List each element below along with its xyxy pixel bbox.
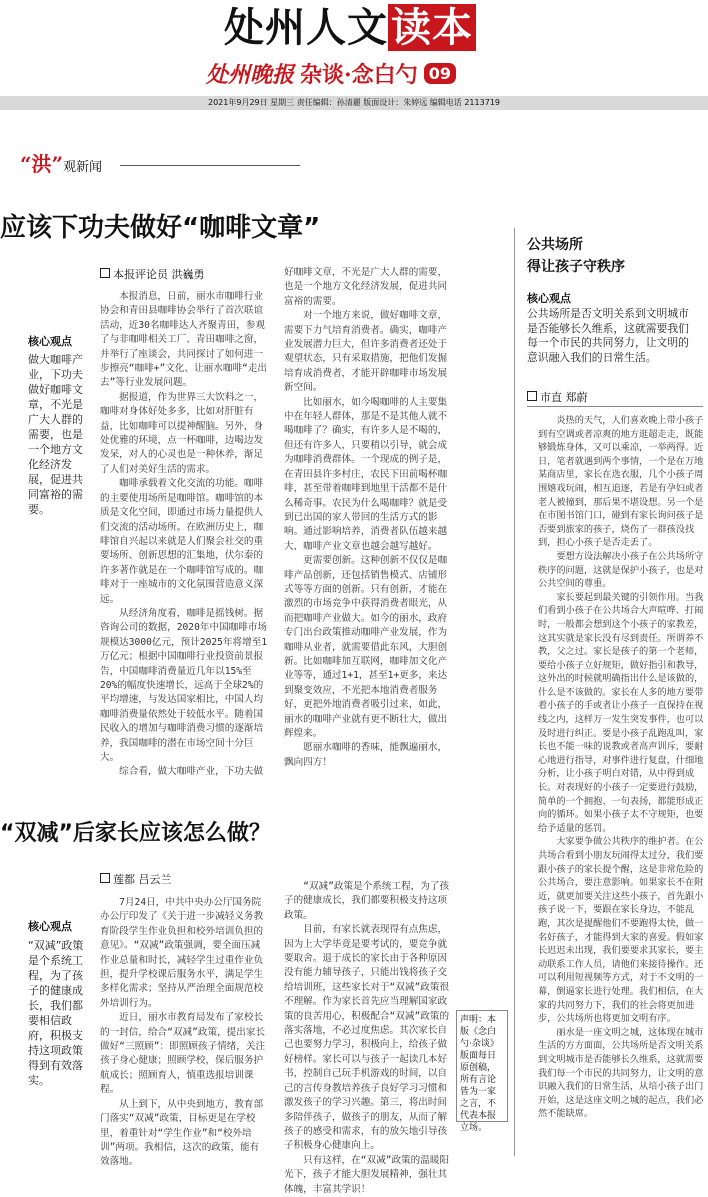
article1-body-col1: 本报消息，日前，丽水市咖啡行业协会和青田县咖啡协会举行了首次联谊活动，近30名咖啡达人齐聚青田，参观了与非咖啡相关工厂、青田咖啡之窗，并举行了座谈会，共同探讨了如何进一步擦亮“咖啡+”文化、让丽水咖啡“走出去”等行业发展问题。 据报道，作为世界三大饮料之一，咖啡对身体好处多多，比如对肝脏有益，比如咖啡可以提神醒脑。另外，身处优雅的环境，点一杯咖啡，边喝边发发呆，对人的心灵也是一种休养，渐足了人们对美好生活的需求。 咖啡承载着文化交流的功能。咖啡的主要使用场所是咖啡馆。咖啡馆的本质是文化空间，即通过市场力量提供人们交流的活动场所。在欧洲历史上，咖啡馆自兴起以来就是人们聚会社交的重要场所、创新思想的汇集地，伏尔泰的许多著作就是在一个咖啡馆写成的。咖啡对于一座城市的文化氛围营造意义深远。 从经济角度看，咖啡是摇钱树。据咨询公司的数据，2020年中国咖啡市场规模达3000亿元，预计2025年将增至1万亿元；根据中国咖啡行业投资前景报告，中国咖啡消费量近几年以15%至20%的幅度快速增长，远高于全球2%的平均增速，与发达国家相比，中国人均咖啡消费量依然处于较低水平。随着国民收入的增加与咖啡消费习惯的逐渐培养，我国咖啡的潜在市场空间十分巨大。 综合看，做大咖啡产业，下功夫做 xyxy=(100,291,268,778)
article2-body-col1: 7月24日，中共中央办公厅国务院办公厅印发了《关于进一步减轻义务教育阶段学生作业负担和校外培训负担的意见》。“双减”政策强调，要全面压减作业总量和时长，减轻学生过重作业负担，提升学校课后服务水平，满足学生多样化需求；坚持从严治理全面规范校外培训行为。 近日，丽水市教育局发布了家校长的一封信，给合“双减”政策，提出家长做好“三照顾”：即照顾孩子情绪，关注孩子身心健康；照顾学校，保后服务护航成长；照顾育人，慎重选报培训课程。 从上到下，从中央到地方，教育部门落实“双减”政策，目标更是在学校里，着重针对“学生作业”和“校外培训”两项。我相信，这次的政策，能有效落地。 xyxy=(100,897,266,1168)
article1-core-text: 做大咖啡产业，下功夫做好咖啡文章，不光是广大人群的需要，也是一个地方文化经济发展，促进共同富裕的需要。 xyxy=(28,353,83,516)
article1-core-label: 核心观点 xyxy=(28,335,72,348)
masthead-title-main: 处州人文 xyxy=(224,4,388,51)
article3-byline-text: 市直 郑蔚 xyxy=(540,391,588,404)
masthead-subtitle xyxy=(206,58,506,92)
column-separator xyxy=(514,228,515,1156)
section-tag xyxy=(20,148,150,176)
article2-byline xyxy=(100,871,270,887)
article1-body-col2: 好咖啡文章，不光是广大人群的需要，也是一个地方文化经济发展，促进共同富裕的需要。 对一个地方来说，做好咖啡文章，需要下力气培育消费者。确实，咖啡产业发展潜力巨大，但许多消费者还处于观望状态，只有采取措施，把他们发掘培育成消费者，才能开辟咖啡市场发展新空间。 比如丽水，如今喝咖啡的人主要集中在年轻人群体，那是不是其他人就不喝咖啡了？确实，有许多人是不喝的，但还有许多人，只要稍以引导，就会成为咖啡消费群体。一个现成的例子是，在青田县许多村庄，农民下田前喝杯咖啡，甚至带着咖啡到地里干活都不是什么稀奇事。农民为什么喝咖啡？就是受到已出国的家人带回的生活方式的影响。通过影响培养，消费者队伍越来越大，咖啡产业文章也越会越写越好。 更需要创新。这种创新不仅仅是咖啡产品创新，还包括销售模式、店铺形式等等方面的创新。只有创新，才能在激烈的市场竞争中获得消费者眼光，从而把咖啡产业做大。如今的丽水，政府专门出台政策推动咖啡产业发展，作为咖啡从业者，就需要借此东风，大胆创新。比如咖啡加互联网，咖啡加文化产业等等，通过1+1，甚至1+更多，来达到聚变效应，不光把本地消费者服务好，更把外地消费者吸引过来，如此，丽水的咖啡产业就有更不断壮大，做出辉煌来。 愿丽水咖啡的香味，能飘遍丽水，飘向四方！ xyxy=(284,267,448,768)
section-tag-label: 观新闻 xyxy=(63,160,103,175)
article3-body: 炎热的天气，人们喜欢晚上带小孩子到有空调或者凉爽的地方逛超走走，既能够锻炼身体，又可以乘凉，一举两得。近日，笔者就遇到两个事情，一个是在万地某商店里，家长在选衣服，几个小孩子周围嬉戏玩闹，相互追逐，若是有孕妇或者老人被撞到，那后果不堪设想。另一个是在市图书馆门口，碰到有家长询问孩子是否要到旅家的孩子，烧伤了一群孩没找到，担心小孩子是否走丢了。 要想方设法解决小孩子在公共场所守秩序的问题，这就是保护小孩子，也是对公共空间的尊重。 家长要起到最关键的引领作用。当我们看到小孩子在公共场合大声喧哗、打闹时，一般都会想到这个小孩子的家教差，这其实就是家长没有尽到责任。所谓养不教，父之过。家长是孩子的第一个老师，要给小孩子立好规矩，做好指引和教导，这外出的时候就明确指出什么是该做的，什么是不该做的。家长在人多的地方要带着小孩子的手或者让小孩子一直保持在视线之内，这样万一发生突发事件，也可以及时进行纠正。要是小孩子乱跑乱叫，家长也不能一味的说教或者高声训斥，要耐心地进行指导，对事件进行复盘，什细地分析，让小孩子明白对错，从中得到成长。对表现好的小孩子一定要进行鼓励，简单的一个拥抱、一句表扬，都能形成正向的循环。如果小孩子太不守规矩，也要给予适量的惩罚。 大家要争做公共秩序的维护者。在公共场合看到小朋友玩闹得太过分，我们要跟小孩子的家长提个醒，这是非常危险的公共场合，要注意影响。如果家长不在附近，就更加要关注这些小孩子，首先跟小孩子说一下，要跟在家长身边，不能乱跑，其次是提醒他们不要跑得太快，做一名好孩子，才能得到大家的喜爱。假如家长迟迟未出现，我们要要求其家长，要主动联系工作人员，请他们来接待操作。还可以利用短视频等方式，对于不文明的一幕，倒逼家长进行处理。我们相信，在大家的共同努力下，我们的社会将更加进步，公共场所也将更加文明有序。 丽水是一座文明之城，这体现在城市生活的方方面面，公共场所是否文明关系到文明城市是否能够长久维系，这就需要我们每一个市民的共同努力，让文明的意识融入我们的日常生活，从培小孩子出门开始，这是这座文明之城的起点，我们必然不能缺席。 xyxy=(538,415,704,1120)
disclaimer-box: 声明：本版《念白勺·杂谈》版面每日原创稿，所有言论皆为一家之言，不代表本报立场。 xyxy=(456,1010,508,1122)
column-name: 杂谈·念白勺 xyxy=(300,62,418,88)
page-number-badge: 09 xyxy=(424,63,456,84)
issue-meta-bar: 2021年9月29日 星期三 责任编辑：孙清麗 版面设计：朱婷远 编辑电话 2113719 xyxy=(0,96,708,110)
article3-core-label: 核心观点 xyxy=(527,292,571,305)
masthead-title-highlight: 读本 xyxy=(388,4,476,51)
article2-core-label: 核心观点 xyxy=(28,920,72,933)
article2-body-col2: “双减”政策是个系统工程，为了孩子的健康成长，我们都要积极支持这项政策。 目前，有家长就表现得有点焦虑，因为上大学毕竟是要考试的，要竞争就要取舍。退于成长的家长由于各种原因没有能力辅导孩子，只能出钱将孩子交给培训班，这些家长对于“双减”政策很不理解。作为家长首先应当理解国家政策的良苦用心，积极配合“双减”政策的落实落地，不必过度焦虑。其次家长自己也要努力学习，积极向上，给孩子做好榜样。家长可以与孩子一起读几本好书，控制自己玩手机游戏的时间，以自己的言传身教培养孩子良好学习习惯和激发孩子的学习兴趣。第三，将出时间多陪伴孩子，做孩子的朋友，从而了解孩子的感受和需求，有的放矢地引导孩子积极身心健康向上。 只有这样，在“双减”政策的温暖阳光下，孩子才能大胆发展精神，强壮其体魄，丰富其学识！ xyxy=(284,881,450,1195)
article3-divider xyxy=(527,406,703,407)
section-divider xyxy=(120,165,300,166)
newspaper-brand: 处州晚报 xyxy=(206,62,295,88)
masthead-title xyxy=(224,6,484,50)
article2-byline-text: 莲都 吕云兰 xyxy=(113,873,172,886)
article3-headline-line1: 公共场所 xyxy=(527,237,583,253)
article3-headline-line2: 得让孩子守秩序 xyxy=(527,259,625,275)
section-tag-mark: “洪” xyxy=(20,152,64,176)
article3-byline xyxy=(527,389,697,405)
byline-box-icon xyxy=(100,873,110,883)
article3-core-text: 公共场所是否文明关系到文明城市是否能够长久维系，这就需要我们每一个市民的共同努力，让文明的意识融入我们的日常生活。 xyxy=(527,307,689,364)
article1-byline-text: 本报评论员 洪巍勇 xyxy=(113,268,205,281)
article2-headline: “双减”后家长应该怎么做？ xyxy=(0,821,271,846)
byline-box-icon xyxy=(100,268,110,278)
article1-headline: 应该下功夫做好“咖啡文章” xyxy=(0,213,321,243)
article1-byline xyxy=(100,266,270,282)
article2-core-text: “双减”政策是个系统工程，为了孩子的健康成长，我们都要相信政府，积极支持这项政策得到有效落实。 xyxy=(28,939,84,1087)
article3-headline xyxy=(527,234,697,278)
byline-box-icon xyxy=(527,391,537,401)
